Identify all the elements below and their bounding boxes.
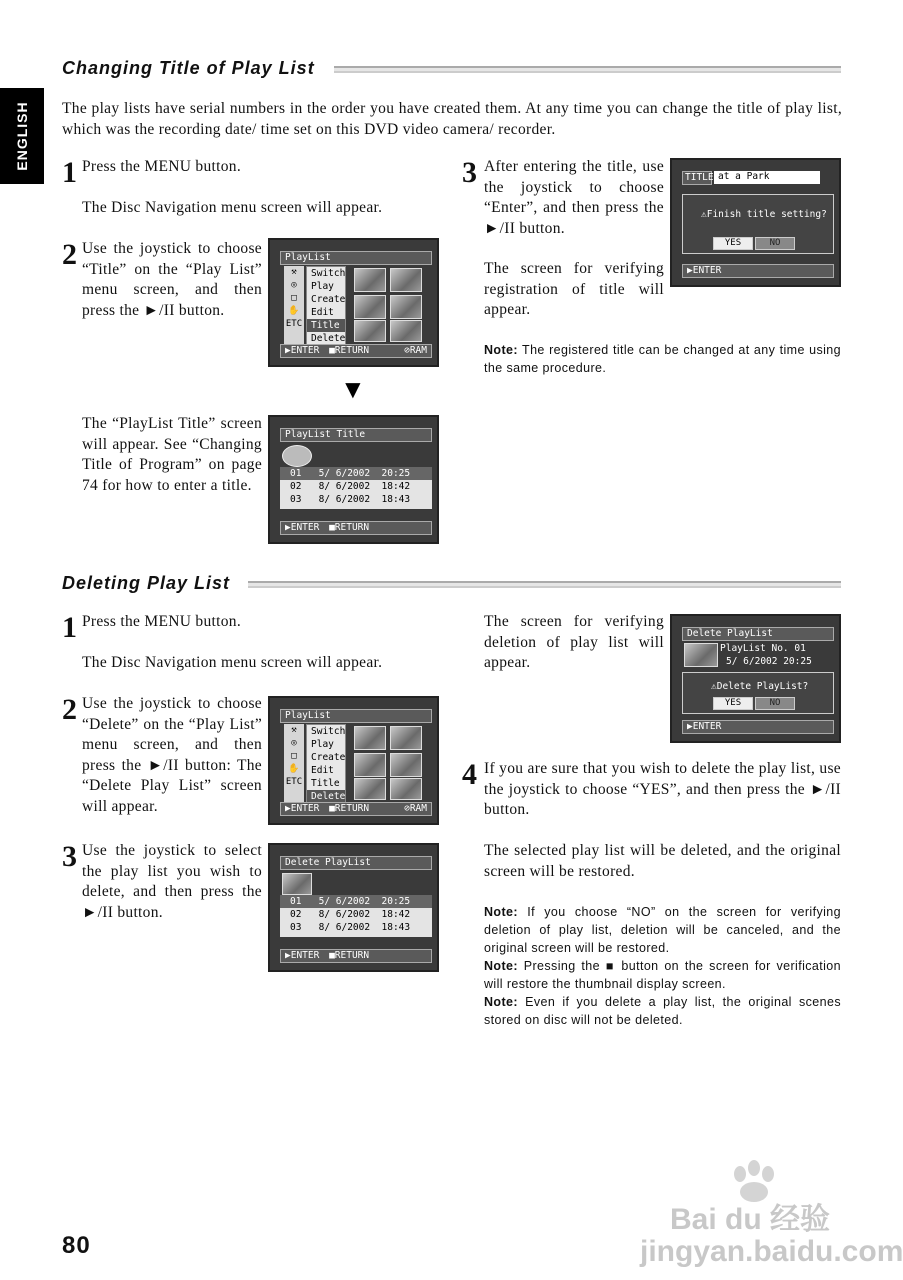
step-subtext: The screen for verifying registration of title will appear. bbox=[484, 260, 664, 318]
step-number: 2 bbox=[62, 693, 77, 726]
step-number: 4 bbox=[462, 758, 477, 791]
step-subtext: The “PlayList Title” screen will appear. See “Changing Title of Program” on page 74 for how to enter a title. bbox=[82, 415, 262, 494]
section-rule bbox=[334, 66, 841, 73]
thumbnail bbox=[390, 726, 422, 750]
menu-icon-column bbox=[284, 724, 304, 802]
footer-return: ■RETURN bbox=[329, 345, 370, 356]
footer-enter: ▶ENTER bbox=[285, 950, 320, 961]
dialog-question: ⚠Finish title setting? bbox=[701, 209, 827, 220]
list-item[interactable]: 01 5/ 6/2002 20:25 bbox=[280, 467, 432, 480]
note-label: Note: bbox=[484, 959, 518, 973]
finish-title-screen bbox=[670, 158, 841, 287]
playlist-menu-screen bbox=[268, 238, 439, 367]
thumbnail bbox=[390, 295, 422, 319]
thumbnail bbox=[354, 268, 386, 292]
title-value-field[interactable]: at a Park bbox=[714, 171, 820, 184]
step-number: 3 bbox=[462, 156, 477, 189]
thumbnail bbox=[282, 873, 312, 895]
step-text: If you are sure that you wish to delete the play list, use the joystick to choose “YES”, and then press the ►/II button. bbox=[484, 760, 841, 818]
step-text: Use the joystick to choose “Title” on the “Play List” menu screen, and then press the ►/II button. bbox=[82, 240, 262, 319]
list-item[interactable]: 02 8/ 6/2002 18:42 bbox=[290, 481, 411, 492]
screen-footer bbox=[280, 949, 432, 963]
yes-button[interactable]: YES bbox=[713, 697, 753, 710]
playlist-menu-screen bbox=[268, 696, 439, 825]
playlist-title-screen bbox=[268, 415, 439, 544]
playlist-menu bbox=[306, 266, 346, 346]
footer-return: ■RETURN bbox=[329, 950, 370, 961]
watermark bbox=[640, 1160, 903, 1268]
confirm-dialog bbox=[682, 672, 834, 714]
confirm-dialog bbox=[682, 194, 834, 254]
list-item[interactable]: 03 8/ 6/2002 18:43 bbox=[290, 494, 411, 505]
footer-return: ■RETURN bbox=[329, 803, 370, 814]
square-icon: □ bbox=[291, 293, 297, 303]
screen-title: PlayList bbox=[280, 251, 432, 265]
step-text: Press the MENU button. bbox=[82, 613, 242, 630]
note-label: Note: bbox=[484, 905, 518, 919]
note-text: If you choose “NO” on the screen for verifying deletion of play list, deletion will be canceled, and the original screen will be restored. bbox=[484, 905, 841, 955]
no-button[interactable]: NO bbox=[755, 237, 795, 250]
playlist-number: PlayList No. 01 bbox=[720, 643, 806, 654]
thumbnail bbox=[390, 778, 422, 800]
delete-confirm-screen bbox=[670, 614, 841, 743]
screen-footer bbox=[280, 802, 432, 816]
thumbnail bbox=[354, 295, 386, 319]
yes-button[interactable]: YES bbox=[713, 237, 753, 250]
footer-ram: ⊘RAM bbox=[404, 803, 427, 814]
language-tab-label: ENGLISH bbox=[14, 101, 30, 171]
step-subtext: The selected play list will be deleted, and the original screen will be restored. bbox=[484, 842, 841, 880]
screen-title: PlayList bbox=[280, 709, 432, 723]
playlist-menu bbox=[306, 724, 346, 804]
step-text: Press the MENU button. bbox=[82, 158, 242, 175]
disc-thumbnail-icon bbox=[282, 445, 312, 467]
language-tab bbox=[0, 88, 44, 184]
tool-icon: ⚒ bbox=[291, 725, 297, 735]
list-item[interactable]: 02 8/ 6/2002 18:42 bbox=[290, 909, 411, 920]
section-rule bbox=[248, 581, 841, 588]
menu-icon-column bbox=[284, 266, 304, 344]
step-text: Use the joystick to select the play list you wish to delete, and then press the ►/II button. bbox=[82, 842, 262, 921]
step-subtext: The Disc Navigation menu screen will appear. bbox=[82, 654, 383, 671]
note-label: Note: bbox=[484, 995, 518, 1009]
menu-item-switch[interactable]: Switch bbox=[311, 268, 346, 279]
screen-title: Delete PlayList bbox=[682, 627, 834, 641]
note bbox=[484, 903, 841, 1029]
square-icon: □ bbox=[291, 751, 297, 761]
menu-item-title[interactable]: Title bbox=[307, 319, 345, 332]
menu-item-switch[interactable]: Switch bbox=[311, 726, 346, 737]
playlist-list bbox=[280, 467, 432, 509]
step-number: 2 bbox=[62, 238, 77, 271]
note-text: Even if you delete a play list, the original scenes stored on disc will not be deleted. bbox=[484, 995, 841, 1027]
thumbnail bbox=[684, 643, 718, 667]
menu-item-play[interactable]: Play bbox=[311, 739, 334, 750]
note-text: The registered title can be changed at any time using the same procedure. bbox=[484, 343, 841, 375]
footer-enter: ▶ENTER bbox=[285, 803, 320, 814]
footer-ram: ⊘RAM bbox=[404, 345, 427, 356]
list-item[interactable]: 01 5/ 6/2002 20:25 bbox=[280, 895, 432, 908]
delete-playlist-screen bbox=[268, 843, 439, 972]
menu-item-play[interactable]: Play bbox=[311, 281, 334, 292]
note-label: Note: bbox=[484, 343, 518, 357]
footer-return: ■RETURN bbox=[329, 522, 370, 533]
playlist-date: 5/ 6/2002 20:25 bbox=[726, 656, 812, 667]
footer-enter: ▶ENTER bbox=[285, 522, 320, 533]
screen-title: PlayList Title bbox=[280, 428, 432, 442]
footer-enter: ▶ENTER bbox=[687, 265, 722, 276]
thumbnail bbox=[354, 753, 386, 777]
step-text: Use the joystick to choose “Delete” on the “Play List” menu screen, and then press the ►/II button: The “Delete Play List” screen will appear. bbox=[82, 695, 262, 815]
section-title-deleting: Deleting Play List bbox=[62, 573, 231, 593]
menu-item-edit[interactable]: Edit bbox=[311, 765, 334, 776]
menu-item-title[interactable]: Title bbox=[311, 778, 340, 789]
watermark-text: Bai du 经验 jingyan.baidu.com bbox=[640, 1203, 903, 1268]
screen-footer bbox=[280, 521, 432, 535]
screen-footer bbox=[682, 264, 834, 278]
thumbnail bbox=[390, 320, 422, 342]
thumbnail bbox=[354, 726, 386, 750]
section-title-changing: Changing Title of Play List bbox=[62, 58, 315, 78]
disc-icon: ◎ bbox=[291, 738, 297, 748]
menu-item-edit[interactable]: Edit bbox=[311, 307, 334, 318]
disc-icon: ◎ bbox=[291, 280, 297, 290]
step-subtext: The Disc Navigation menu screen will appear. bbox=[82, 199, 383, 216]
thumbnail bbox=[354, 320, 386, 342]
screen-footer bbox=[682, 720, 834, 734]
page-number: 80 bbox=[62, 1232, 91, 1259]
step-number: 1 bbox=[62, 611, 77, 644]
playlist-list bbox=[280, 895, 432, 937]
step-text: After entering the title, use the joystick to choose “Enter”, and then press the ►/II button. bbox=[484, 158, 664, 237]
thumbnail bbox=[390, 753, 422, 777]
paw-logo-icon bbox=[726, 1160, 782, 1204]
step-number: 1 bbox=[62, 156, 77, 189]
footer-enter: ▶ENTER bbox=[687, 721, 722, 732]
list-item[interactable]: 03 8/ 6/2002 18:43 bbox=[290, 922, 411, 933]
note-text: Pressing the ■ button on the screen for verification will restore the thumbnail display screen. bbox=[484, 959, 842, 991]
etc-icon: ETC bbox=[285, 777, 303, 787]
hand-icon: ✋ bbox=[288, 306, 300, 316]
note bbox=[484, 341, 841, 377]
menu-item-delete[interactable]: Delete bbox=[307, 790, 345, 803]
thumbnail bbox=[390, 268, 422, 292]
dialog-question: ⚠Delete PlayList? bbox=[711, 681, 809, 692]
tool-icon: ⚒ bbox=[291, 267, 297, 277]
menu-item-create[interactable]: Create bbox=[311, 294, 346, 305]
etc-icon: ETC bbox=[285, 319, 303, 329]
screen-title: Delete PlayList bbox=[280, 856, 432, 870]
verify-text: The screen for verifying deletion of play list will appear. bbox=[484, 613, 664, 671]
intro-paragraph: The play lists have serial numbers in the order you have created them. At any time you can change the title of play list, which was the recording date/ time set on this DVD video camera/ recorder. bbox=[62, 100, 842, 138]
screen-footer bbox=[280, 344, 432, 358]
footer-enter: ▶ENTER bbox=[285, 345, 320, 356]
down-arrow-icon: ▼ bbox=[340, 375, 366, 404]
menu-item-delete[interactable]: Delete bbox=[311, 333, 346, 344]
menu-item-create[interactable]: Create bbox=[311, 752, 346, 763]
title-label: TITLE bbox=[682, 171, 712, 185]
step-number: 3 bbox=[62, 840, 77, 873]
thumbnail bbox=[354, 778, 386, 800]
hand-icon: ✋ bbox=[288, 764, 300, 774]
no-button[interactable]: NO bbox=[755, 697, 795, 710]
